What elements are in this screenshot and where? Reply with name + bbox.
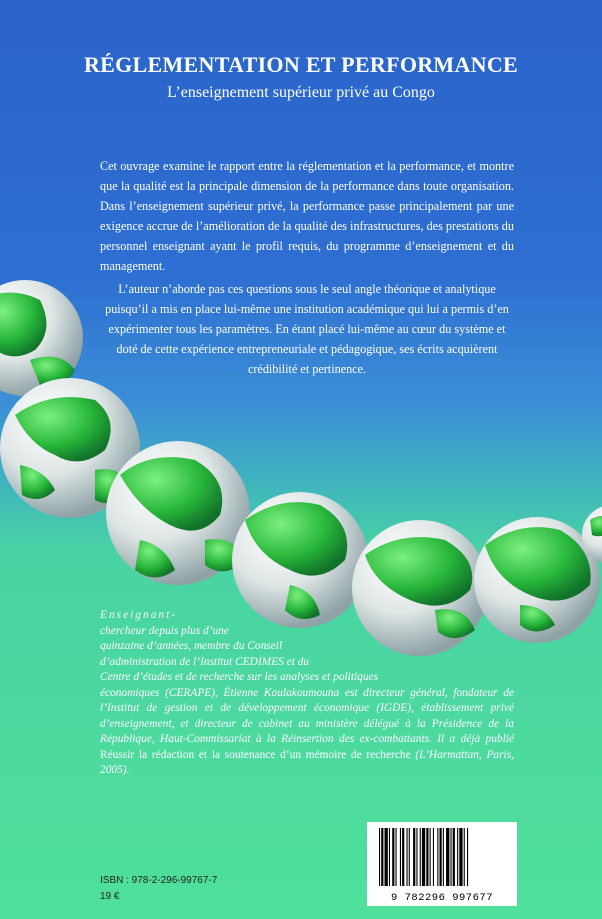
bio-line: Centre d’études et de recherche sur les analyses et politiques bbox=[100, 671, 379, 683]
book-title: RÉGLEMENTATION ET PERFORMANCE bbox=[83, 52, 519, 77]
barcode-bars bbox=[367, 822, 517, 892]
bio-line: chercheur depuis plus d’une bbox=[100, 624, 229, 637]
bio-line: quinzaine d’années, membre du Conseil bbox=[100, 640, 283, 652]
description-paragraph-1: Cet ouvrage examine le rapport entre la réglementation et la performance, et montre que la qualité est la principale dimension de la performance dans toute organisation. Dans l’enseignement supérieur privé, la performance passe principalement par une exigence accrue de l’amélioration de la qualité des infrastructures, des prestations du personnel enseignant ayant le profil requis, du programme d’enseignement et du management. bbox=[100, 159, 514, 273]
barcode-number: 9 782296 997677 bbox=[390, 892, 493, 904]
isbn: ISBN : 978-2-296-99767-7 bbox=[100, 875, 218, 886]
bio-rest bbox=[100, 686, 514, 779]
bio-line: Enseignant- bbox=[100, 609, 178, 621]
globe-3 bbox=[106, 441, 250, 585]
bio-line: d’administration de l’Institut CEDIMES et du bbox=[100, 655, 310, 668]
bio-roman-text: Réussir la rédaction et la soutenance d’un mémoire de recherche bbox=[100, 748, 416, 761]
bio-italic-text: économiques (CERAPE), Étienne Koulakoumouna est directeur général, fondateur de l’Institut de gestion et de développement économique (IGDE), établissement privé d’enseignement, et directeur de cabinet au ministère délégué à la Présidence de la République, Haut-Commissariat à la Réinsertion des ex-combattants. Il a déjà publié bbox=[100, 686, 514, 745]
book-subtitle: L’enseignement supérieur privé au Congo bbox=[167, 84, 435, 101]
price: 19 € bbox=[100, 891, 120, 902]
author-biography bbox=[100, 608, 514, 779]
description-paragraph-2: L’auteur n’aborde pas ces questions sous le seul angle théorique et analytique puisqu’il a mis en place lui-même une institution académique qui lui a permis d’en expérimenter tous les paramètres. En étant placé lui-même au cœur du système et doté de cette expérience entrepreneuriale et pédagogique, ses écrits acquièrent crédibilité et pertinence. bbox=[105, 282, 509, 376]
barcode bbox=[367, 822, 517, 906]
bio-citation: (L’Harmattan, Paris, 2005). bbox=[100, 748, 514, 776]
